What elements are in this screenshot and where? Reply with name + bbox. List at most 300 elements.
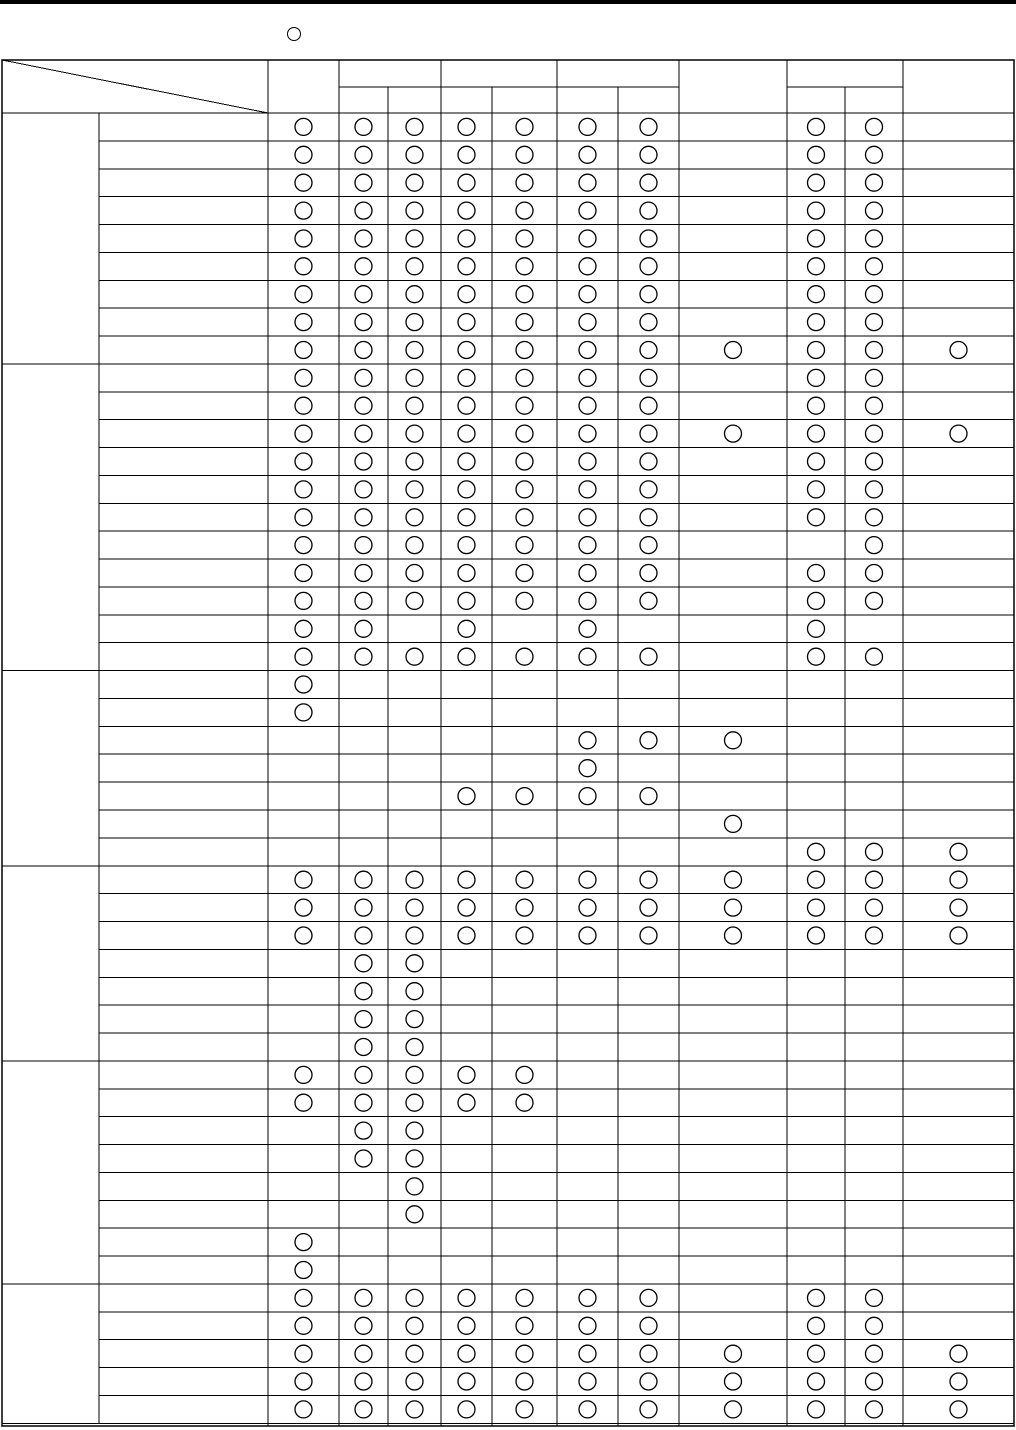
circle-mark — [640, 397, 657, 414]
circle-mark — [579, 1345, 596, 1362]
circle-mark — [458, 788, 475, 805]
circle-mark — [406, 1206, 423, 1223]
circle-mark — [808, 871, 825, 888]
circle-mark — [355, 230, 372, 247]
circle-mark — [866, 202, 883, 219]
circle-mark — [295, 314, 312, 331]
circle-mark — [640, 565, 657, 582]
circle-mark — [640, 648, 657, 665]
circle-mark — [866, 592, 883, 609]
circle-mark — [458, 258, 475, 275]
circle-mark — [725, 425, 742, 442]
circle-mark — [458, 202, 475, 219]
circle-mark — [458, 537, 475, 554]
circle-mark — [808, 481, 825, 498]
circle-mark — [516, 1289, 533, 1306]
circle-mark — [516, 146, 533, 163]
circle-mark — [640, 146, 657, 163]
circle-mark — [295, 453, 312, 470]
circle-mark — [579, 314, 596, 331]
circle-mark — [406, 1066, 423, 1083]
table-frame — [2, 60, 1014, 1426]
circle-mark — [516, 1373, 533, 1390]
circle-mark — [458, 1345, 475, 1362]
circle-mark — [866, 230, 883, 247]
circle-mark — [406, 481, 423, 498]
circle-mark — [295, 425, 312, 442]
circle-mark — [406, 648, 423, 665]
circle-mark — [866, 537, 883, 554]
circle-mark — [295, 481, 312, 498]
circle-mark — [295, 927, 312, 944]
circle-mark — [516, 258, 533, 275]
circle-mark — [355, 453, 372, 470]
circle-mark — [725, 815, 742, 832]
circle-mark — [406, 1039, 423, 1056]
circle-mark — [640, 1289, 657, 1306]
circle-mark — [355, 620, 372, 637]
circle-mark — [579, 1289, 596, 1306]
circle-mark — [355, 1039, 372, 1056]
circle-mark — [579, 146, 596, 163]
circle-mark — [866, 1401, 883, 1418]
circle-mark — [406, 314, 423, 331]
circle-mark — [406, 509, 423, 526]
circle-mark — [355, 118, 372, 135]
circle-mark — [866, 258, 883, 275]
circle-mark — [579, 342, 596, 359]
circle-mark — [808, 146, 825, 163]
circle-mark — [725, 871, 742, 888]
circle-mark — [355, 1011, 372, 1028]
circle-mark — [640, 1345, 657, 1362]
circle-mark — [950, 342, 967, 359]
circle-mark — [355, 648, 372, 665]
circle-mark — [295, 1234, 312, 1251]
circle-mark — [406, 146, 423, 163]
circle-mark — [808, 1401, 825, 1418]
circle-mark — [866, 871, 883, 888]
circle-mark — [808, 899, 825, 916]
circle-mark — [579, 230, 596, 247]
circle-mark — [458, 174, 475, 191]
circle-mark — [516, 899, 533, 916]
circle-mark — [406, 1289, 423, 1306]
circle-mark — [355, 1401, 372, 1418]
circle-mark — [950, 927, 967, 944]
circle-mark — [516, 592, 533, 609]
circle-mark — [866, 509, 883, 526]
circle-mark — [355, 1289, 372, 1306]
circle-mark — [640, 118, 657, 135]
circle-mark — [640, 174, 657, 191]
circle-mark — [725, 1401, 742, 1418]
circle-mark — [458, 565, 475, 582]
circle-mark — [406, 174, 423, 191]
circle-mark — [808, 397, 825, 414]
circle-mark — [295, 648, 312, 665]
circle-mark — [725, 927, 742, 944]
circle-mark — [355, 592, 372, 609]
circle-mark — [295, 1345, 312, 1362]
circle-mark — [458, 1373, 475, 1390]
circle-mark — [458, 1289, 475, 1306]
circle-mark — [640, 899, 657, 916]
circle-mark — [355, 1150, 372, 1167]
circle-mark — [406, 397, 423, 414]
circle-mark — [579, 1317, 596, 1334]
circle-mark — [866, 565, 883, 582]
circle-mark — [295, 118, 312, 135]
circle-mark — [295, 620, 312, 637]
circle-mark — [808, 286, 825, 303]
circle-mark — [406, 202, 423, 219]
circle-mark — [640, 314, 657, 331]
circle-mark — [406, 1373, 423, 1390]
circle-mark — [355, 174, 372, 191]
circle-mark — [458, 648, 475, 665]
circle-mark — [406, 927, 423, 944]
circle-mark — [516, 453, 533, 470]
circle-mark — [406, 369, 423, 386]
circle-mark — [808, 565, 825, 582]
circle-mark — [355, 1345, 372, 1362]
circle-mark — [295, 1401, 312, 1418]
circle-mark — [725, 1373, 742, 1390]
circle-mark — [950, 1373, 967, 1390]
circle-mark — [808, 620, 825, 637]
circle-mark — [295, 342, 312, 359]
circle-mark — [640, 369, 657, 386]
circle-mark — [516, 425, 533, 442]
circle-mark — [640, 871, 657, 888]
circle-mark — [808, 509, 825, 526]
circle-mark — [950, 899, 967, 916]
circle-mark — [295, 1262, 312, 1279]
circle-mark — [355, 927, 372, 944]
circle-mark — [866, 174, 883, 191]
circle-mark — [458, 118, 475, 135]
circle-mark — [458, 1401, 475, 1418]
circle-mark — [406, 1178, 423, 1195]
circle-mark — [458, 314, 475, 331]
circle-mark — [950, 1345, 967, 1362]
circle-mark — [808, 1345, 825, 1362]
circle-mark — [295, 565, 312, 582]
circle-mark — [640, 732, 657, 749]
circle-mark — [458, 927, 475, 944]
circle-mark — [406, 899, 423, 916]
circle-mark — [808, 1289, 825, 1306]
circle-mark — [406, 983, 423, 1000]
circle-mark — [295, 1373, 312, 1390]
circle-mark — [640, 509, 657, 526]
circle-mark — [458, 342, 475, 359]
circle-mark — [355, 1122, 372, 1139]
circle-mark — [516, 397, 533, 414]
circle-mark — [516, 537, 533, 554]
circle-mark — [866, 927, 883, 944]
circle-mark — [866, 369, 883, 386]
circle-mark — [808, 202, 825, 219]
circle-mark — [516, 871, 533, 888]
circle-mark — [295, 1066, 312, 1083]
circle-mark — [516, 1401, 533, 1418]
circle-mark — [355, 258, 372, 275]
circle-mark — [579, 258, 596, 275]
circle-mark — [458, 871, 475, 888]
circle-mark — [640, 481, 657, 498]
circle-mark — [808, 592, 825, 609]
header-diagonal — [2, 60, 268, 113]
circle-mark — [579, 509, 596, 526]
circle-mark — [458, 620, 475, 637]
circle-mark — [458, 425, 475, 442]
circle-mark — [516, 509, 533, 526]
circle-mark — [579, 202, 596, 219]
circle-mark — [640, 202, 657, 219]
circle-mark — [516, 342, 533, 359]
circle-mark — [579, 369, 596, 386]
circle-mark — [866, 1317, 883, 1334]
circle-mark — [516, 1066, 533, 1083]
circle-mark — [950, 1401, 967, 1418]
circle-mark — [808, 648, 825, 665]
circle-mark — [355, 1094, 372, 1111]
circle-mark — [808, 258, 825, 275]
circle-mark — [579, 481, 596, 498]
circle-mark — [406, 453, 423, 470]
circle-mark — [355, 342, 372, 359]
circle-mark — [640, 1317, 657, 1334]
circle-mark — [866, 648, 883, 665]
circle-mark — [640, 537, 657, 554]
circle-mark — [295, 1289, 312, 1306]
circle-mark — [579, 1373, 596, 1390]
circle-mark — [808, 342, 825, 359]
circle-mark — [516, 481, 533, 498]
circle-mark — [295, 369, 312, 386]
circle-mark — [295, 676, 312, 693]
circle-mark — [640, 258, 657, 275]
circle-mark — [516, 174, 533, 191]
circle-mark — [808, 314, 825, 331]
circle-mark — [579, 788, 596, 805]
circle-mark — [579, 760, 596, 777]
circle-mark — [640, 286, 657, 303]
circle-mark — [406, 1150, 423, 1167]
circle-mark — [295, 174, 312, 191]
circle-mark — [516, 565, 533, 582]
circle-mark — [808, 1317, 825, 1334]
circle-mark — [866, 397, 883, 414]
circle-mark — [866, 118, 883, 135]
circle-mark — [808, 843, 825, 860]
circle-mark — [355, 202, 372, 219]
circle-mark — [516, 314, 533, 331]
circle-mark — [640, 425, 657, 442]
circle-mark — [808, 369, 825, 386]
circle-mark — [295, 1317, 312, 1334]
circle-mark — [406, 230, 423, 247]
circle-mark — [295, 704, 312, 721]
circle-mark — [808, 1373, 825, 1390]
circle-mark — [406, 1345, 423, 1362]
circle-mark — [725, 899, 742, 916]
circle-mark — [808, 230, 825, 247]
circle-mark — [579, 620, 596, 637]
circle-mark — [866, 481, 883, 498]
circle-mark — [406, 1317, 423, 1334]
circle-mark — [458, 397, 475, 414]
circle-mark — [866, 1345, 883, 1362]
circle-mark — [295, 1094, 312, 1111]
circle-mark — [355, 314, 372, 331]
circle-mark — [458, 1094, 475, 1111]
circle-mark — [355, 509, 372, 526]
circle-mark — [579, 453, 596, 470]
circle-mark — [295, 592, 312, 609]
circle-mark — [355, 1066, 372, 1083]
circle-mark — [295, 899, 312, 916]
circle-mark — [516, 286, 533, 303]
circle-mark — [295, 230, 312, 247]
circle-mark — [355, 369, 372, 386]
circle-mark — [808, 425, 825, 442]
circle-mark — [808, 174, 825, 191]
circle-mark — [950, 843, 967, 860]
circle-mark — [355, 871, 372, 888]
circle-mark — [640, 453, 657, 470]
circle-mark — [866, 843, 883, 860]
circle-mark — [866, 286, 883, 303]
circle-mark — [458, 481, 475, 498]
circle-mark — [640, 230, 657, 247]
circle-mark — [866, 899, 883, 916]
circle-mark — [866, 453, 883, 470]
circle-mark — [579, 871, 596, 888]
circle-mark — [640, 592, 657, 609]
circle-mark — [295, 537, 312, 554]
circle-mark — [458, 369, 475, 386]
circle-mark — [406, 592, 423, 609]
circle-mark — [295, 509, 312, 526]
circle-mark — [808, 118, 825, 135]
circle-mark — [579, 286, 596, 303]
circle-mark — [458, 509, 475, 526]
circle-mark — [866, 425, 883, 442]
circle-mark — [640, 927, 657, 944]
circle-mark — [295, 146, 312, 163]
circle-mark — [808, 453, 825, 470]
circle-mark — [725, 732, 742, 749]
circle-mark — [355, 397, 372, 414]
circle-mark — [950, 871, 967, 888]
circle-mark — [866, 1373, 883, 1390]
circle-mark — [406, 425, 423, 442]
circle-mark — [516, 369, 533, 386]
circle-mark — [579, 927, 596, 944]
circle-mark — [640, 1401, 657, 1418]
circle-mark — [866, 314, 883, 331]
circle-mark — [458, 146, 475, 163]
circle-mark — [950, 425, 967, 442]
circle-mark — [516, 788, 533, 805]
circle-mark — [516, 1345, 533, 1362]
circle-mark — [355, 955, 372, 972]
circle-mark — [458, 1066, 475, 1083]
circle-mark — [579, 537, 596, 554]
circle-mark — [579, 592, 596, 609]
circle-mark — [516, 202, 533, 219]
circle-mark — [640, 342, 657, 359]
circle-mark — [295, 286, 312, 303]
circle-mark — [516, 927, 533, 944]
circle-mark — [406, 1401, 423, 1418]
circle-mark — [579, 397, 596, 414]
circle-mark — [355, 1317, 372, 1334]
circle-mark — [579, 1401, 596, 1418]
circle-mark — [579, 732, 596, 749]
circle-mark — [579, 648, 596, 665]
circle-mark — [406, 1122, 423, 1139]
circle-mark — [640, 788, 657, 805]
circle-mark — [295, 397, 312, 414]
circle-mark — [458, 592, 475, 609]
circle-mark — [355, 286, 372, 303]
circle-mark — [406, 1011, 423, 1028]
circle-mark — [355, 537, 372, 554]
circle-mark — [579, 425, 596, 442]
circle-mark — [406, 565, 423, 582]
circle-mark — [725, 342, 742, 359]
circle-mark — [406, 1094, 423, 1111]
circle-mark — [406, 537, 423, 554]
circle-mark — [516, 1317, 533, 1334]
circle-mark — [516, 648, 533, 665]
circle-mark — [406, 342, 423, 359]
circle-mark — [866, 1289, 883, 1306]
circle-mark — [406, 286, 423, 303]
circle-mark — [355, 481, 372, 498]
circle-mark — [725, 1345, 742, 1362]
circle-mark — [355, 565, 372, 582]
circle-mark — [516, 230, 533, 247]
circle-mark — [406, 955, 423, 972]
circle-mark — [579, 899, 596, 916]
circle-mark — [355, 146, 372, 163]
circle-mark — [406, 258, 423, 275]
circle-mark — [516, 118, 533, 135]
circle-mark — [516, 1094, 533, 1111]
circle-mark — [866, 146, 883, 163]
circle-mark — [640, 1373, 657, 1390]
circle-mark — [355, 1373, 372, 1390]
circle-mark — [458, 1317, 475, 1334]
circle-mark — [355, 425, 372, 442]
circle-mark — [866, 342, 883, 359]
circle-mark — [295, 258, 312, 275]
circle-mark — [458, 230, 475, 247]
circle-mark — [808, 927, 825, 944]
circle-mark — [579, 174, 596, 191]
circle-mark — [406, 118, 423, 135]
circle-mark — [458, 453, 475, 470]
circle-mark — [579, 118, 596, 135]
circle-mark — [355, 899, 372, 916]
circle-mark — [406, 871, 423, 888]
circle-mark — [458, 899, 475, 916]
